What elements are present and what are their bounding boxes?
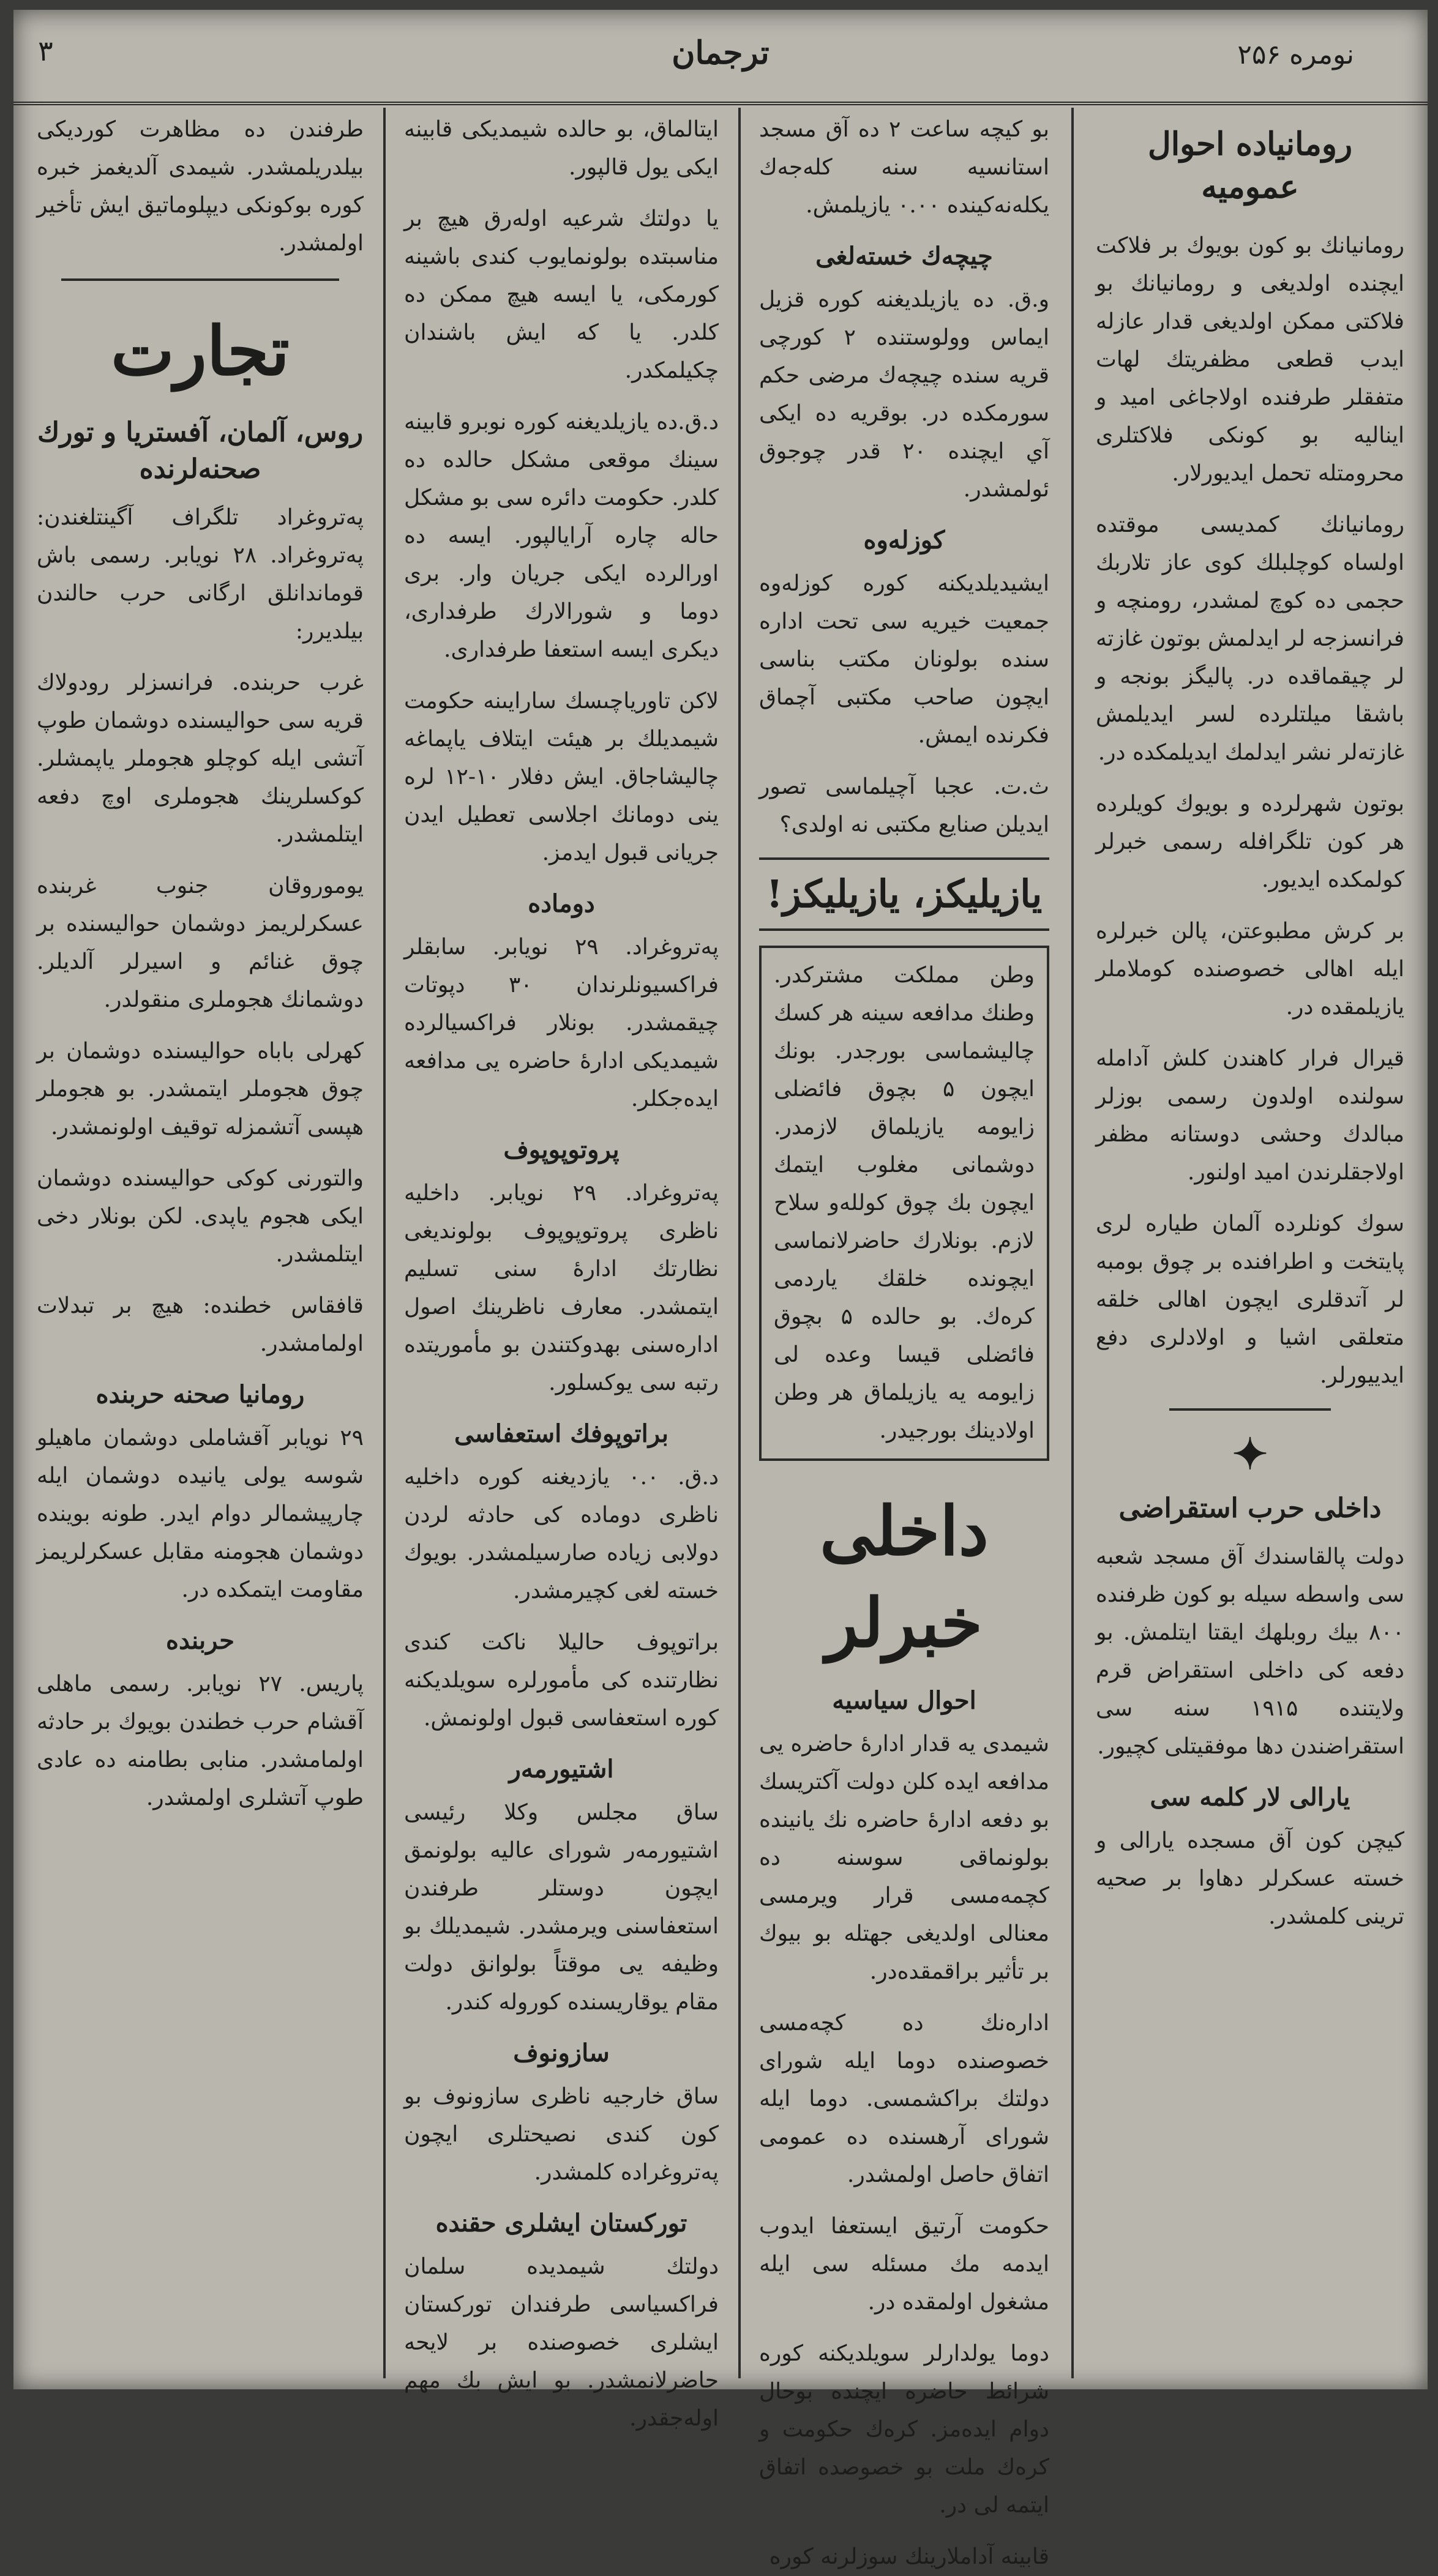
article-heading: پروتوپوپوف — [503, 1135, 620, 1164]
article-paragraph: لاكن تاورياچىسك سارايىنه حكومت شيمديلك بر هيئت ايتلاف ياپماغه چاليشاجاق. ايش دفلار ۱۰-۱۲ لره ينى دومانك اجلاسى تعطيل ايدن جريانى قبول ايدمز. — [404, 689, 719, 865]
article-heading: احوال سياسيه — [832, 1686, 976, 1715]
article-paragraph: د.ق.ده يازيلديغنه كوره نوبرو قابينه سينك موقعى مشكل حالده ده كلدر. حكومت دائره سى بو مشكل حاله چاره آرايالپور. ايسه ده اورالرده ايكى جريان وار. برى دوما و شورالارك طرفدارى، ديكرى ايسه استعفا طرفدارى. — [404, 409, 719, 662]
article-paragraph: دولت پالقاسندك آق مسجد شعبه سى واسطه سيله بو كون ظرفنده ۸۰۰ بيك روبلهك ايقتا ايتلمش. بو دفعه كى داخلى استقراض قرم ولايتنده ۱۹۱۵ سنه سى استقراضندن دها موفقيتلى كچيور. — [1096, 1544, 1404, 1759]
article-paragraph: بر كرش مطبوعتن، پالن خبرلره ايله اهالى خصوصنده كوملاملر يازيلمقده در. — [1096, 919, 1404, 1020]
article-paragraph: ايشيديلديكنه كوره كوزلەوه جمعيت خيريه سى تحت اداره سنده بولونان مكتب بناسى ايچون صاحب مكتبى آچماق فكرنده ايمش. — [759, 571, 1049, 748]
section-divider — [1169, 1408, 1331, 1411]
article-heading: توركستان ايشلرى حقنده — [435, 2209, 687, 2238]
article-heading: چيچەك خستەلغى — [815, 242, 993, 271]
article-paragraph: ث.ت. عجبا آچيلماسى تصور ايديلن صنايع مكتبى نه اولدى؟ — [759, 774, 1049, 837]
article-paragraph: پەتروغراد تلگراف آگينتلغندن: پەتروغراد. ۲۸ نويابر. رسمى باش قوماندانلق ارگانى حرب حالندن بيلديرر: — [37, 505, 364, 644]
article-heading: رومانيا صحنه حربنده — [95, 1380, 305, 1409]
article-paragraph: ادارەنك ده كچەمسى خصوصنده دوما ايله شوراى دولتك براكشمسى. دوما ايله شوراى آرهسنده ده عمومى اتفاق حاصل اولمشدر. — [759, 2010, 1049, 2187]
newspaper-page — [13, 10, 1428, 2569]
article-paragraph: دولتك شيمديده سلمان فراكسياسى طرفندان توركستان ايشلرى خصوصنده بر لايحه حاضرلانمشدر. بو ايش بك مهم اولەجقدر. — [404, 2254, 719, 2431]
article-heading: دوماده — [528, 889, 595, 918]
page-number: ۳ — [38, 34, 53, 67]
article-paragraph: و.ق. ده يازيلديغنه كوره قزيل ايماس وولوستنده ۲ كورچى قريه سنده چيچەك مرضى حكم سورمكده در. بوقريه ده ايكى آي ايچنده ۲۰ قدر چوجوق ئولمشدر. — [759, 287, 1050, 502]
column-rule — [738, 108, 741, 2378]
article-paragraph: غرب حربنده. فرانسزلر رودولاك قريه سى حواليسنده دوشمان طوپ آتشى ايله كوچلو هجوملر ياپمشلر. كوكسلرينك هجوملرى اوچ دفعه ايتلمشدر. — [37, 670, 364, 847]
section-title-war: تجارت — [111, 312, 290, 390]
column-rule — [1071, 108, 1074, 2378]
article-paragraph: كهرلى باباه حواليسنده دوشمان بر چوق هجوملر ايتمشدر. بو هجوملر هپسى آتشمزله توقيف اولونمشدر. — [37, 1039, 364, 1140]
column-2 — [742, 111, 1066, 2569]
column-1 — [1079, 111, 1421, 2375]
article-heading: حربنده — [166, 1626, 234, 1655]
article-paragraph: پاريس. ۲۷ نويابر. رسمى ماهلى آقشام حرب خطندن بويوك بر حادثه اولمامشدر. منابى بطامنه ده عادى طوپ آتشلرى اولمشدر. — [37, 1671, 364, 1810]
article-paragraph: يا دولتك شرعيه اولەرق هيچ بر مناسبتده بولونمايوب كندى باشينه كورمكى، يا ايسه هيچ ممكن ده كلدر. يا كه ايش باشندان چكيلمكدر. — [404, 206, 719, 383]
section-divider — [61, 278, 339, 281]
article-paragraph: قابينه آداملارينك سوزلرنه كوره — [769, 2544, 1049, 2569]
section-title-domestic-news: داخلى خبرلر — [820, 1491, 989, 1662]
column-4 — [20, 111, 381, 2375]
article-heading: يارالى لار كلمه سى — [1150, 1783, 1350, 1812]
issue-number: نومره ۲۵۶ — [1237, 39, 1354, 70]
article-paragraph: يوموروقان جنوب غربنده عسكرلريمز دوشمان حواليسنده بر چوق غنائم و اسيرلر آلديلر. دوشمانك هجوملرى منقولدر. — [37, 873, 364, 1012]
article-paragraph: براتوپوف حاليلا ناكت كندى نظارتنده كى مأمورلره سويلديكنه كوره استعفاسى قبول اولونمش. — [404, 1630, 719, 1731]
article-heading: سازونوف — [513, 2039, 610, 2067]
article-paragraph: سوك كونلرده آلمان طياره لرى پايتخت و اطرافنده بر چوق بومبه لر آتدقلرى ايچون اهالى خلقه متعلقى اشيا و اولادلرى دفع ايدييورلر. — [1096, 1211, 1404, 1388]
article-paragraph: قيرال فرار كاهندن كلش آدامله سولنده اولدون رسمى بوزلر مبالدك وحشى دوستانه مظفر اولاجقلرندن اميد اولنور. — [1096, 1046, 1404, 1185]
article-paragraph: بوتون شهرلرده و بويوك كويلرده هر كون تلگرافله رسمى خبرلر كولمكده ايديور. — [1096, 791, 1404, 892]
column-rule — [383, 108, 386, 2378]
article-paragraph: رومانيانك كمديسى موقتده اولساه كوچلبلك كوى عاز تلاربك حجمى ده كوچ لمشدر، رومنچه و فرانسزجه لر ايدلمش بوتون غازته لر چيقماقده در. پاليگز بونجه و باشقا ميلتلرده لسر ايديلمش غازتەلر نشر ايدلمك ايديلمكده در. — [1096, 512, 1404, 765]
section-emblem: ✦ — [1232, 1428, 1268, 1479]
article-paragraph: كيچن كون آق مسجده يارالى و خسته عسكرلر دهاوا بر صحيه ترينى كلمشدر. — [1096, 1828, 1404, 1929]
article-paragraph: دوما يولدارلر سويلديكنه كوره شرائط حاضره ايچنده بوحال دوام ايدەمز. كرەك حكومت و كرەك ملت بو خصوصده اتفاق ايتمه لى در. — [759, 2341, 1049, 2518]
loan-appeal-text: وطن مملكت مشتركدر. وطنك مدافعه سينه هر كسك چاليشماسى بورجدر. بونك ايچون ۵ بچوق فائضلى زايومه يازيلماق لازمدر. دوشمانى مغلوب ايتمك ايچون بك چوق كوللەو سلاح لازم. بونلارك حاضرلانماسى ايچونده خلقك ياردمى كرەك. بو حالده ۵ بچوق فائضلى قيسا وعده لى زايومه يه يازيلماق هر وطن اولادينك بورجيدر. — [774, 963, 1035, 1443]
article-heading: براتوپوفك استعفاسى — [454, 1419, 668, 1448]
column-3 — [387, 111, 736, 2431]
article-paragraph: قافقاس خطنده: هيچ بر تبدلات اولمامشدر. — [37, 1293, 364, 1356]
article-heading: اشتيورمەر — [509, 1755, 614, 1783]
article-paragraph: والتورنى كوكى حواليسنده دوشمان ايکى هجوم ياپدى. لكن بونلار دخى ايتلمشدر. — [37, 1166, 364, 1267]
article-heading: روس، آلمان، آفستريا و تورك صحنەلرنده — [37, 417, 364, 485]
article-paragraph: ساق مجلس وكلا رئيسى اشتيورمەر شوراى عاليه بولونمق ايچون دوستلر طرفندن استعفاسنى ويرمشدر. شيمديلك بو وظيفه يى موقتاً بولوانق دولت مقام يوقاريسنده كوروله كندر. — [404, 1800, 719, 2015]
article-paragraph: پەتروغراد. ۲۹ نويابر. داخليه ناظرى پروتوپوپوف بولونديغى نظارتك ادارهٔ سنى تسليم ايتمشدر. معارف ناظرينك اصول ادارەسنى بهدوكتندن بو مأموريتده رتبه سى يوكسلور. — [404, 1181, 719, 1395]
article-paragraph: رومانيانك بو كون بويوك بر فلاكت ايچنده اولديغى و رومانيانك بو فلاكتى ممكن اولديغى قدار عازله ايدب قطعى مظفريتك لهات متفقلر طرفنده اولاجاغى اميد و ايناليه بو كونكى فلاكتلرى محرومتله تحمل ايديورلار. — [1096, 233, 1404, 486]
article-heading: كوزلەوە — [863, 526, 945, 554]
article-paragraph: طرفندن ده مظاهرت كورديكى بيلدريلمشدر. شيمدى آلديغمز خبره كوره بوكونكى ديپلوماتيق ايش تأخير اولمشدر. — [37, 117, 364, 256]
article-paragraph: شيمدى يه قدار ادارهٔ حاضره يى مدافعه ايده كلن دولت آكتريسك بو دفعه ادارهٔ حاضره نك يانينده بولونماقى سوسنه ده كچمەمسى قرار ويرمسى معنالى اولديغى جهتله بو بيوك بر تأثير براقمقدەدر. — [759, 1731, 1049, 1984]
article-paragraph: ۲۹ نويابر آقشاملى دوشمان ماهيلو شوسه يولى يانيده دوشمان ايله چارپيشمالر دوام ايدر. طونه بوينده دوشمان هجومنه مقابل عسكرلريمز مقاومت ايتمكده در. — [37, 1425, 364, 1602]
article-paragraph: حكومت آرتيق ايستعفا ايدوب ايدمه مك مسئله سى ايله مشغول اولمقده در. — [759, 2214, 1049, 2315]
article-paragraph: ساق خارجيه ناظرى سازونوف بو كون كندى نصيحتلرى ايچون پەتروغراده كلمشدر. — [404, 2084, 719, 2185]
article-paragraph: ايتالماق، بو حالده شيمديكى قابينه ايكى يول قالپور. — [404, 117, 719, 180]
loan-appeal-banner: يازيليكز، يازيليكز! — [759, 857, 1049, 931]
paper-name: ترجمان — [672, 34, 770, 72]
masthead — [13, 10, 1428, 105]
article-heading: رومانياده احوال عموميه — [1147, 125, 1353, 206]
article-paragraph: پەتروغراد. ۲۹ نويابر. سابقلر فراكسيونلرندان ۳۰ دپوتات چيقمشدر. بونلار فراكسيالرده شيمديكى ادارهٔ حاضره يى مدافعه ايدەجكلر. — [404, 935, 719, 1111]
article-paragraph: د.ق. ۰.۰ يازديغنه كوره داخليه ناظرى دوماده كى حادثه لردن دولابى زياده صارسيلمشدر. بويوك خسته لغى كچيرمشدر. — [404, 1465, 719, 1603]
article-paragraph: بو كيچه ساعت ۲ ده آق مسجد استانسيه سنه كلەجەك يكلەنەكينده ۰.۰۰ يازيلمش. — [759, 117, 1049, 218]
article-heading: داخلى حرب استقراضى — [1118, 1493, 1382, 1524]
loan-appeal-box — [759, 946, 1049, 1461]
